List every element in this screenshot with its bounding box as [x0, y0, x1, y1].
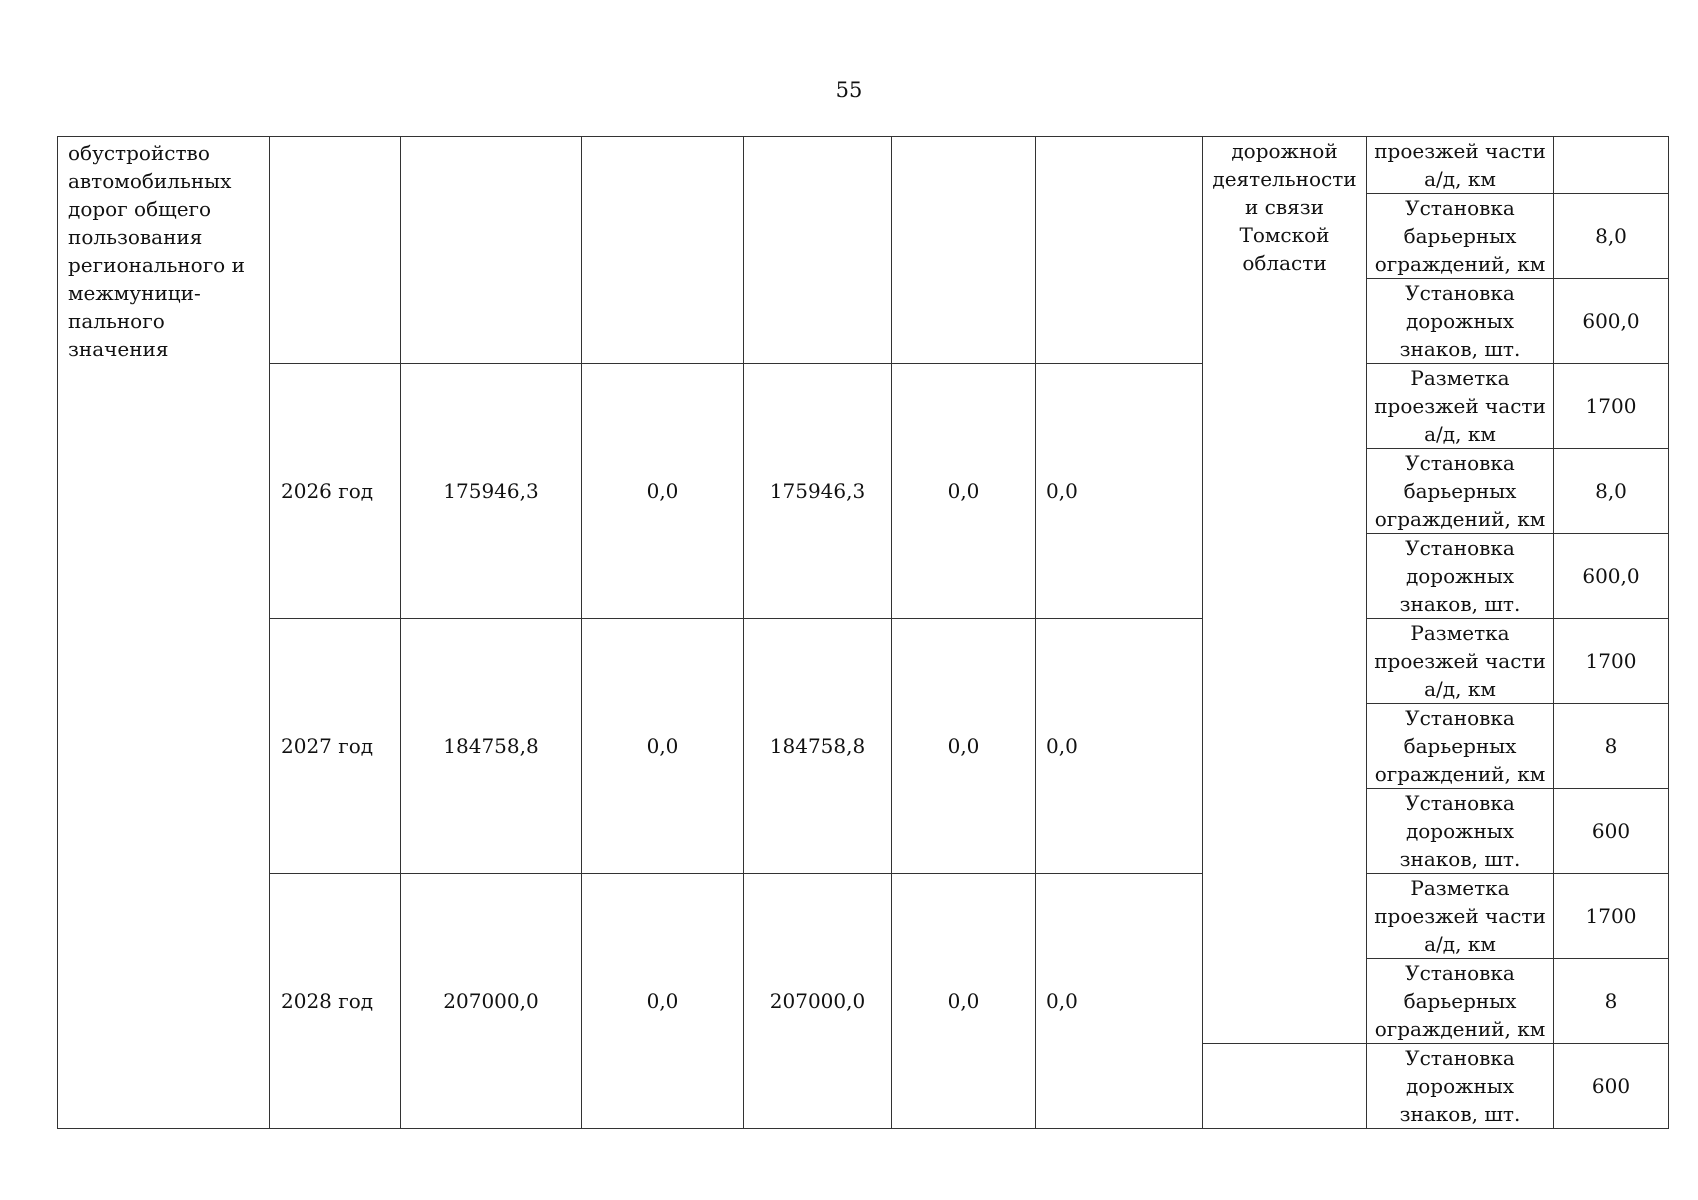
indicator-value: 1700	[1554, 874, 1669, 959]
local-cell: 0,0	[892, 619, 1036, 874]
indicator-name: Разметка проезжей части а/д, км	[1367, 364, 1554, 449]
empty-regional-cell	[744, 137, 892, 364]
empty-local-cell	[892, 137, 1036, 364]
table-row	[58, 619, 1669, 704]
empty-other-cell	[1036, 137, 1203, 364]
regional-cell: 207000,0	[744, 874, 892, 1129]
program-table	[57, 136, 1669, 1129]
indicator-value: 600	[1554, 1044, 1669, 1129]
table-row	[58, 874, 1669, 959]
indicator-name: Установка дорожных знаков, шт.	[1367, 789, 1554, 874]
other-cell: 0,0	[1036, 619, 1203, 874]
indicator-name: Установка барьерных ограждений, км	[1367, 194, 1554, 279]
indicator-value: 600,0	[1554, 534, 1669, 619]
regional-cell: 175946,3	[744, 364, 892, 619]
indicator-value: 8,0	[1554, 449, 1669, 534]
indicator-name: Установка барьерных ограждений, км	[1367, 959, 1554, 1044]
federal-cell: 0,0	[582, 874, 744, 1129]
federal-cell: 0,0	[582, 619, 744, 874]
indicator-value: 1700	[1554, 619, 1669, 704]
indicator-name: Установка дорожных знаков, шт.	[1367, 1044, 1554, 1129]
executor-cell: дорожной деятельности и связи Томской области	[1203, 137, 1367, 1044]
total-cell: 175946,3	[401, 364, 582, 619]
empty-total-cell	[401, 137, 582, 364]
indicator-value: 600,0	[1554, 279, 1669, 364]
indicator-value: 8	[1554, 959, 1669, 1044]
activity-description: обустройство автомобильных дорог общего пользования регионального и межмуници-пального значения	[58, 137, 270, 1129]
indicator-value: 8	[1554, 704, 1669, 789]
indicator-value: 1700	[1554, 364, 1669, 449]
indicator-name: Разметка проезжей части а/д, км	[1367, 619, 1554, 704]
local-cell: 0,0	[892, 364, 1036, 619]
empty-federal-cell	[582, 137, 744, 364]
year-cell: 2028 год	[270, 874, 401, 1129]
indicator-name: Установка барьерных ограждений, км	[1367, 704, 1554, 789]
page-number: 55	[835, 78, 863, 102]
indicator-name: Установка барьерных ограждений, км	[1367, 449, 1554, 534]
local-cell: 0,0	[892, 874, 1036, 1129]
empty-executor-cell	[1203, 1044, 1367, 1129]
year-cell: 2026 год	[270, 364, 401, 619]
indicator-name: Установка дорожных знаков, шт.	[1367, 279, 1554, 364]
indicator-name: Разметка проезжей части а/д, км	[1367, 874, 1554, 959]
indicator-value: 8,0	[1554, 194, 1669, 279]
total-cell: 207000,0	[401, 874, 582, 1129]
indicator-value: 600	[1554, 789, 1669, 874]
indicator-name: Установка дорожных знаков, шт.	[1367, 534, 1554, 619]
table-row	[58, 364, 1669, 449]
federal-cell: 0,0	[582, 364, 744, 619]
total-cell: 184758,8	[401, 619, 582, 874]
table-row	[58, 137, 1669, 194]
other-cell: 0,0	[1036, 874, 1203, 1129]
year-cell: 2027 год	[270, 619, 401, 874]
regional-cell: 184758,8	[744, 619, 892, 874]
indicator-value	[1554, 137, 1669, 194]
indicator-name: проезжей части а/д, км	[1367, 137, 1554, 194]
other-cell: 0,0	[1036, 364, 1203, 619]
empty-year-cell	[270, 137, 401, 364]
